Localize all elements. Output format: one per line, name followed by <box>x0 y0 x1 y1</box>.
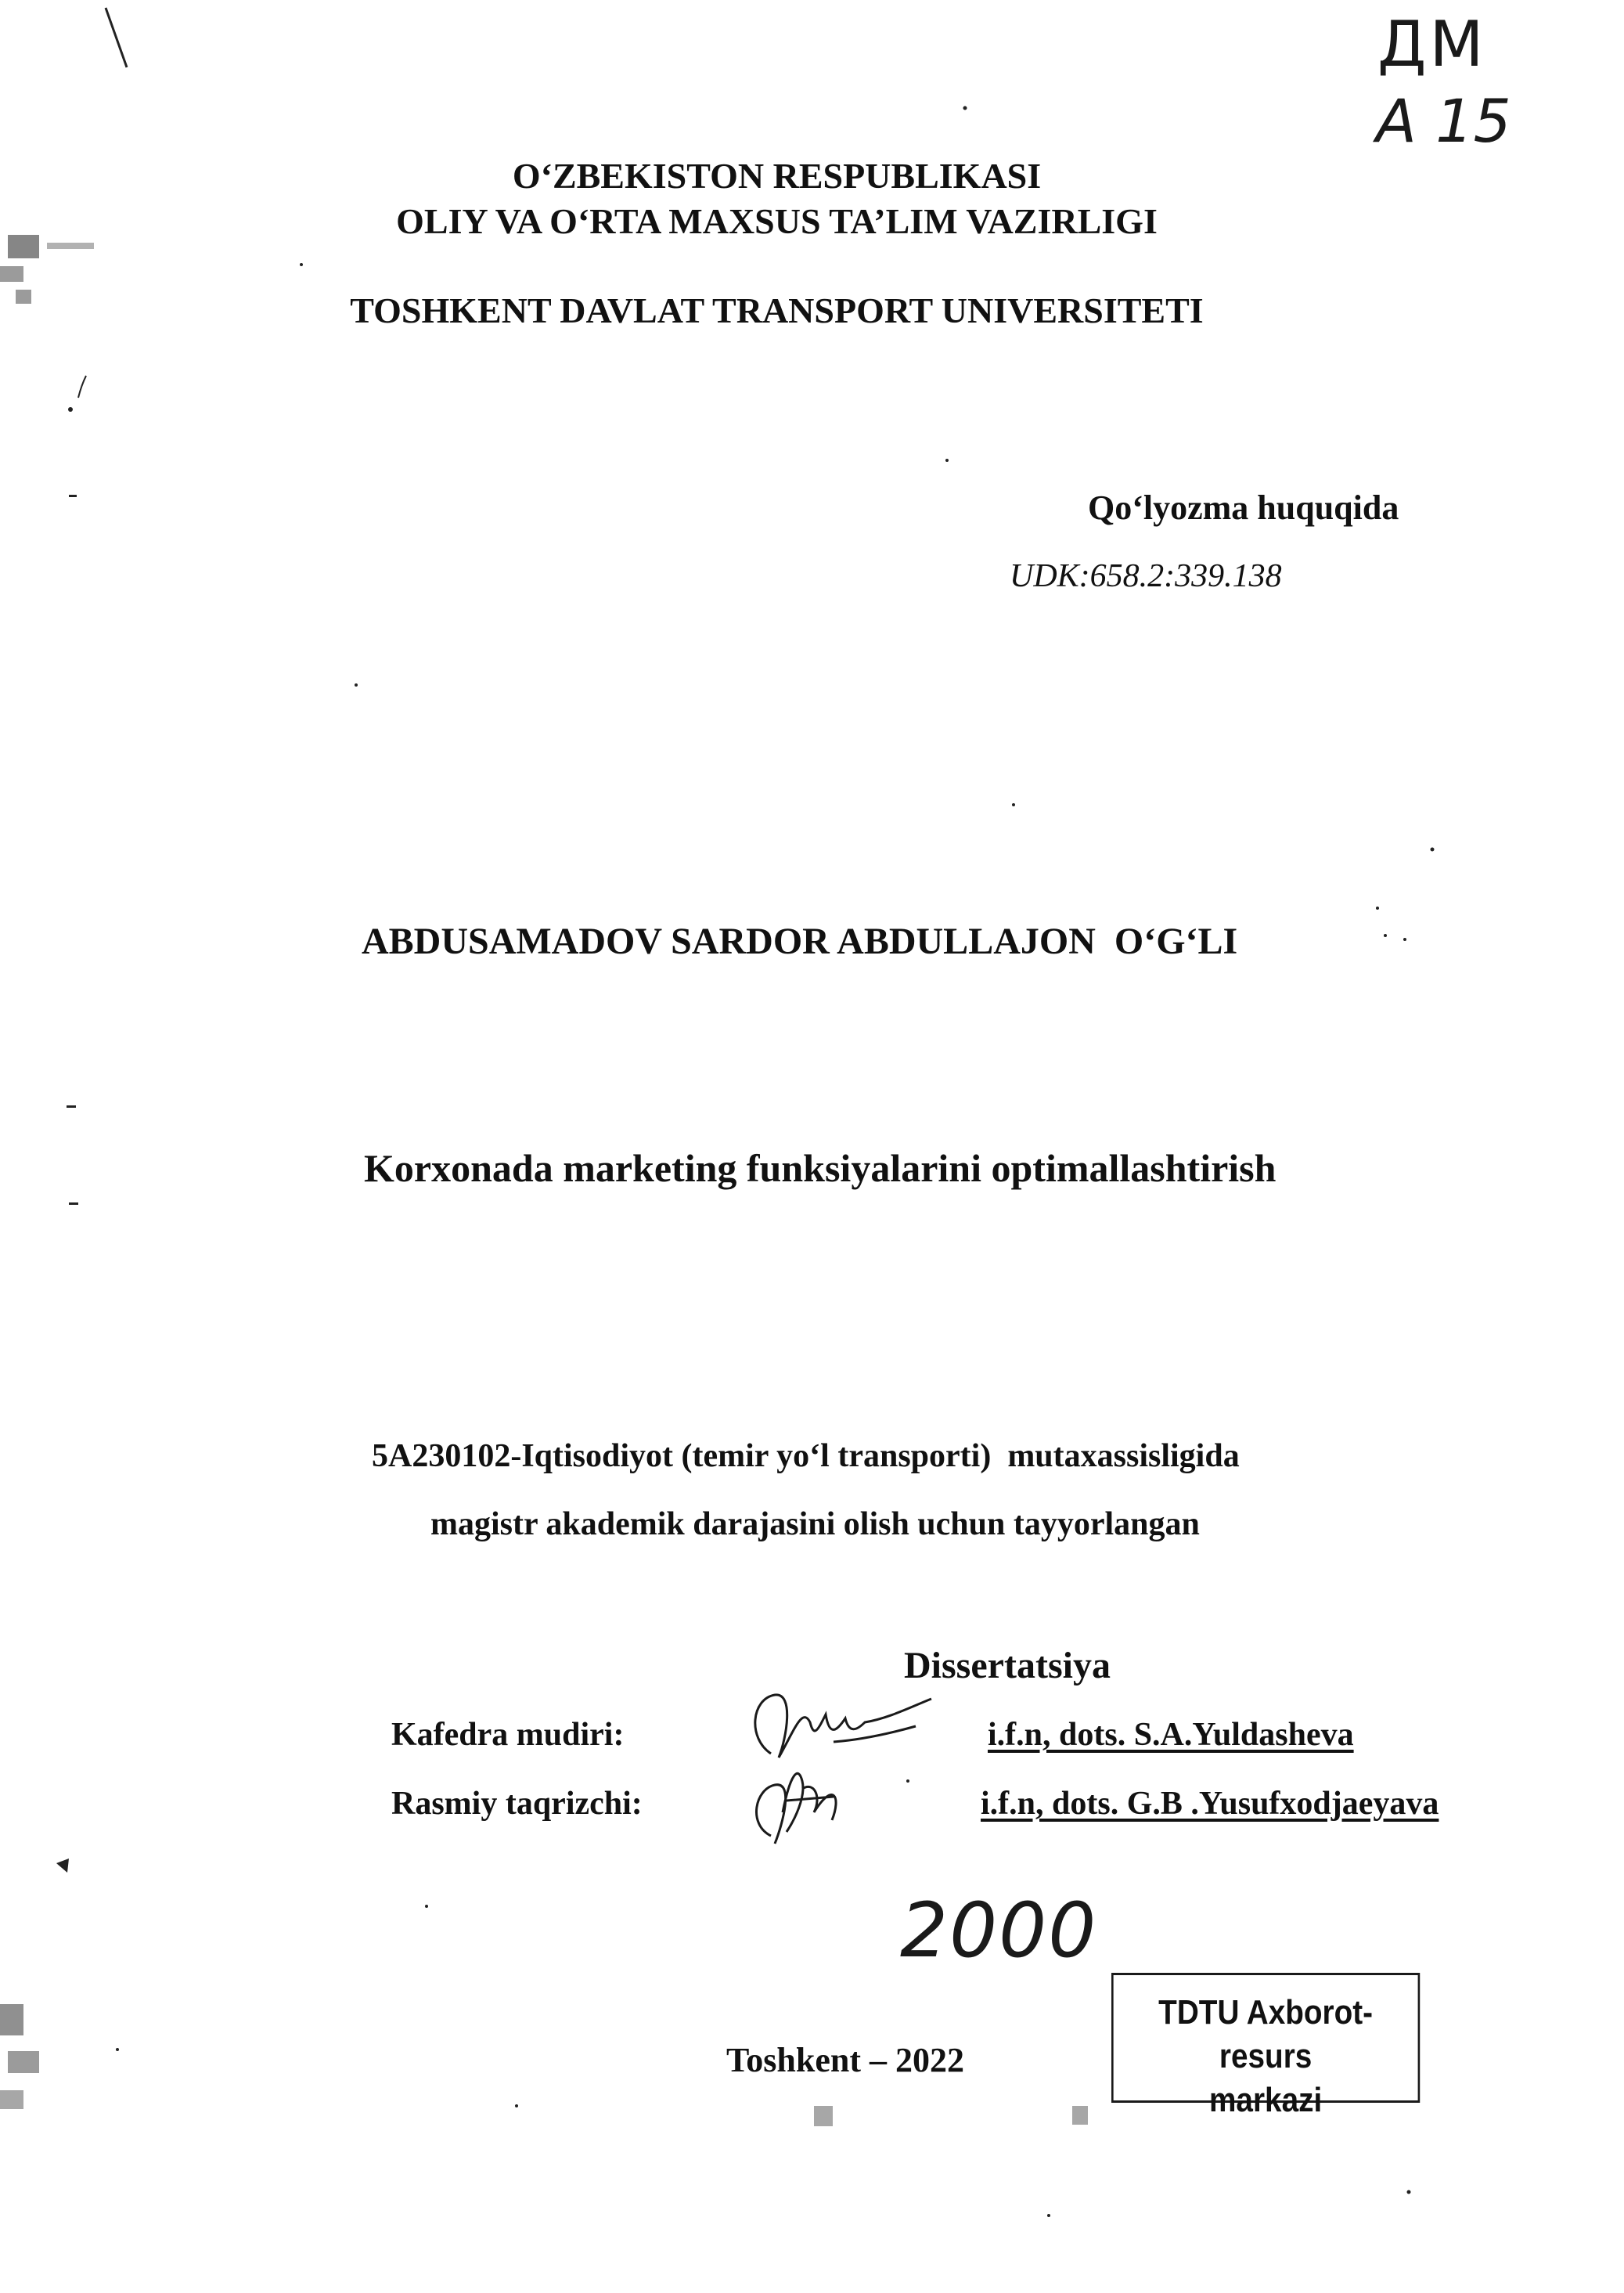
udk-code: UDK:658.2:339.138 <box>1010 558 1282 594</box>
signature-reviewer <box>740 1758 865 1851</box>
ministry-line1: O‘ZBEKISTON RESPUBLIKASI <box>512 156 1042 196</box>
dissertation-label: Dissertatsiya <box>904 1645 1111 1686</box>
corner-note-line2: A 15 <box>1376 86 1511 156</box>
specialty-line1: 5A230102-Iqtisodiyot (temir yo‘l transporti) mutaxassisligida <box>372 1438 1240 1474</box>
handwritten-number: 2000 <box>900 1887 1098 1974</box>
author-name: ABDUSAMADOV SARDOR ABDULLAJON O‘G‘LI <box>362 921 1238 962</box>
stamp-line1: TDTU Axborot-resurs <box>1158 1993 1374 2075</box>
signatory-role-head-of-department: Kafedra mudiri: <box>391 1717 625 1753</box>
stamp-line2: markazi <box>1209 2081 1323 2119</box>
city-year: Toshkent – 2022 <box>726 2041 965 2079</box>
signatory-name-reviewer: i.f.n, dots. G.B .Yusufxodjaeyava <box>981 1786 1439 1822</box>
specialty-line2: magistr akademik darajasini olish uchun tayyorlangan <box>430 1506 1200 1542</box>
signature-head-of-department <box>740 1683 943 1769</box>
dissertation-title: Korxonada marketing funksiyalarini optimallashtirish <box>364 1146 1277 1190</box>
library-stamp <box>1111 1973 1420 2119</box>
rights-label: Qo‘lyozma huquqida <box>1088 489 1399 527</box>
signatory-name-head-of-department: i.f.n, dots. S.A.Yuldasheva <box>988 1717 1354 1753</box>
university-name: TOSHKENT DAVLAT TRANSPORT UNIVERSITETI <box>350 290 1204 330</box>
signatory-role-reviewer: Rasmiy taqrizchi: <box>391 1786 643 1822</box>
corner-note-line1: ДМ <box>1377 8 1487 81</box>
ministry-line2: OLIY VA O‘RTA MAXSUS TA’LIM VAZIRLIGI <box>396 201 1158 241</box>
